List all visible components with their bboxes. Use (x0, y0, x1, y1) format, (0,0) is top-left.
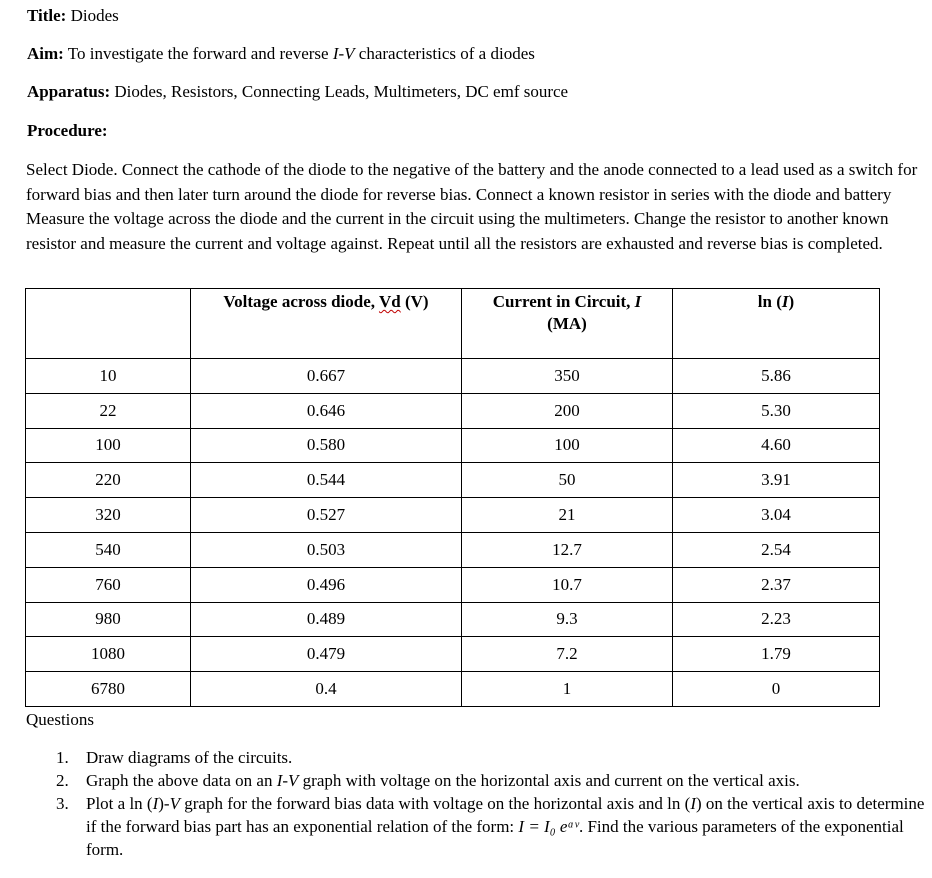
cell-ln-current: 5.30 (673, 393, 880, 428)
table-row (26, 393, 880, 428)
cell-voltage: 0.479 (191, 637, 462, 672)
question-formula: I = I₀ eᵅᵛ (518, 817, 579, 836)
header-ln-prefix: ln ( (757, 292, 782, 311)
question-italic: I (152, 794, 159, 813)
cell-voltage: 0.580 (191, 428, 462, 463)
cell-current: 10.7 (462, 567, 673, 602)
cell-current: 50 (462, 463, 673, 498)
question-italic: I-V (276, 771, 299, 790)
header-current (462, 289, 673, 359)
questions-heading: Questions (26, 710, 94, 729)
question-text: Draw diagrams of the circuits. (86, 748, 293, 767)
cell-current: 1 (462, 672, 673, 707)
cell-ln-current: 2.54 (673, 532, 880, 567)
cell-resistance: 1080 (26, 637, 191, 672)
header-resistance (26, 289, 191, 359)
table-row (26, 567, 880, 602)
cell-current: 350 (462, 359, 673, 394)
question-text: . Find the various parameters of the exponential form. (86, 817, 904, 859)
table-row (26, 428, 880, 463)
title-line (27, 6, 119, 26)
header-current-var: I (634, 292, 642, 311)
header-ln-var: I (781, 292, 789, 311)
question-text: Graph the above data on an (86, 771, 277, 790)
cell-ln-current: 2.23 (673, 602, 880, 637)
cell-resistance: 100 (26, 428, 191, 463)
table-row (26, 602, 880, 637)
cell-ln-current: 3.04 (673, 498, 880, 533)
table-row (26, 359, 880, 394)
question-number: 3. (56, 794, 69, 813)
cell-resistance: 6780 (26, 672, 191, 707)
cell-current: 200 (462, 393, 673, 428)
aim-label: Aim: (27, 44, 64, 63)
title-label: Title: (27, 6, 67, 25)
procedure-label: Procedure: (27, 121, 108, 140)
cell-resistance: 980 (26, 602, 191, 637)
question-text: )- (158, 794, 170, 813)
cell-voltage: 0.4 (191, 672, 462, 707)
question-text: ) on the vertical axis to determine if the forward bias part has an exponential relation of the form: (86, 794, 925, 836)
cell-ln-current: 1.79 (673, 637, 880, 672)
cell-current: 100 (462, 428, 673, 463)
table-row (26, 532, 880, 567)
question-number: 2. (56, 771, 69, 790)
aim-text-prefix: To investigate the forward and reverse (67, 44, 333, 63)
questions-list (30, 746, 930, 861)
aim-text-suffix: characteristics of a diodes (354, 44, 535, 63)
question-text: graph with voltage on the horizontal axis and current on the vertical axis. (298, 771, 800, 790)
table-row (26, 498, 880, 533)
header-current-text: Current in Circuit, (492, 292, 635, 311)
header-ln-suffix: ) (788, 292, 795, 311)
header-voltage (191, 289, 462, 359)
header-ln-current (673, 289, 880, 359)
cell-ln-current: 0 (673, 672, 880, 707)
header-current-unit: (MA) (547, 314, 587, 333)
cell-resistance: 540 (26, 532, 191, 567)
cell-ln-current: 2.37 (673, 567, 880, 602)
cell-current: 9.3 (462, 602, 673, 637)
apparatus-line (27, 82, 568, 102)
cell-current: 21 (462, 498, 673, 533)
aim-line (27, 44, 535, 64)
cell-ln-current: 3.91 (673, 463, 880, 498)
cell-voltage: 0.496 (191, 567, 462, 602)
cell-voltage: 0.667 (191, 359, 462, 394)
cell-voltage: 0.503 (191, 532, 462, 567)
cell-resistance: 220 (26, 463, 191, 498)
question-italic: I (690, 794, 696, 813)
procedure-heading (27, 121, 108, 141)
cell-current: 12.7 (462, 532, 673, 567)
question-text: graph for the forward bias data with voltage on the horizontal axis and ln ( (179, 794, 691, 813)
cell-resistance: 760 (26, 567, 191, 602)
table-row (26, 463, 880, 498)
table-header-row (26, 289, 880, 359)
question-item (30, 769, 930, 792)
apparatus-value: Diodes, Resistors, Connecting Leads, Multimeters, DC emf source (114, 82, 569, 101)
cell-ln-current: 5.86 (673, 359, 880, 394)
apparatus-label: Apparatus: (27, 82, 111, 101)
cell-resistance: 320 (26, 498, 191, 533)
cell-voltage: 0.544 (191, 463, 462, 498)
cell-resistance: 10 (26, 359, 191, 394)
cell-current: 7.2 (462, 637, 673, 672)
table-row (26, 637, 880, 672)
question-italic: V (169, 794, 180, 813)
title-value: Diodes (70, 6, 119, 25)
question-item (30, 746, 930, 769)
data-table (25, 288, 880, 707)
header-voltage-unit: (V) (400, 292, 429, 311)
cell-voltage: 0.489 (191, 602, 462, 637)
cell-ln-current: 4.60 (673, 428, 880, 463)
header-voltage-text: Voltage across diode, (223, 292, 379, 311)
procedure-text: Select Diode. Connect the cathode of the diode to the negative of the battery and the anode connected to a lead used as a switch for forward bias and then later turn around the diode for reverse bias. Connect a known resistor in series with the diode and battery Measure the voltage across the diode and the current in the circuit using the multimeters. Change the resistor to another known resistor and measure the current and voltage against. Repeat until all the resistors are exhausted and reverse bias is completed. (26, 160, 918, 253)
cell-voltage: 0.646 (191, 393, 462, 428)
aim-text-iv: I-V (332, 44, 355, 63)
question-item (30, 792, 930, 861)
question-number: 1. (56, 748, 69, 767)
cell-voltage: 0.527 (191, 498, 462, 533)
header-voltage-var: Vd (378, 292, 401, 311)
question-text: Plot a ln ( (86, 794, 153, 813)
table-row (26, 672, 880, 707)
cell-resistance: 22 (26, 393, 191, 428)
